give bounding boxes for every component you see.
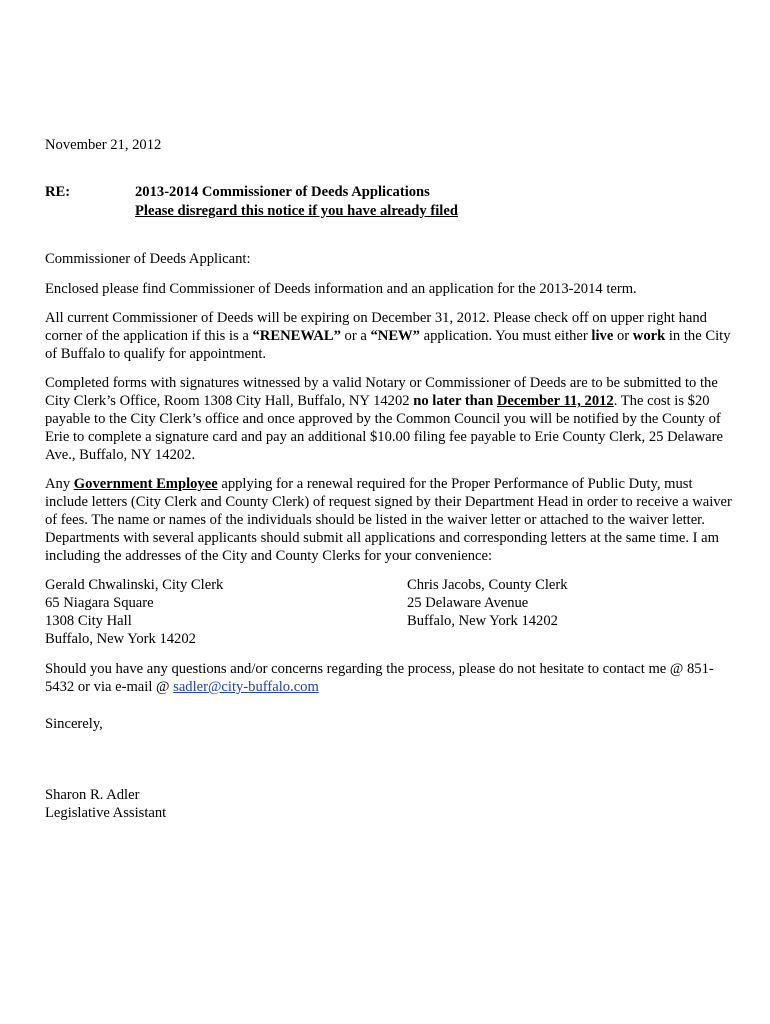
contact-paragraph xyxy=(45,660,735,696)
expiration-text-2: or a xyxy=(340,328,371,344)
submission-text-3: . The cost is $20 payable to the City Clerk’s office and once approved by the Common Council you will be notified by the County of Erie to complete a signature card and pay an additional $10.00 filing fee payable to Erie County Clerk, 25 Delaware Ave., Buffalo, NY 14202. xyxy=(45,393,723,463)
re-subject: 2013-2014 Commissioner of Deeds Applications xyxy=(135,184,430,200)
new-term: “NEW” xyxy=(370,328,420,344)
closing: Sincerely, xyxy=(45,716,103,732)
clerk-addresses xyxy=(45,576,735,650)
re-disregard-notice: Please disregard this notice if you have already filed xyxy=(135,203,458,219)
no-later-than: no later than xyxy=(413,393,494,409)
signer-title: Legislative Assistant xyxy=(45,805,167,821)
salutation: Commissioner of Deeds Applicant: xyxy=(45,251,251,267)
submission-text-1: Completed forms with signatures witnessed by a valid Notary or Commissioner of Deeds are to be submitted to the City Clerk’s Office, Room 1308 City Hall, Buffalo, NY 14202 xyxy=(45,375,718,409)
enclosed-paragraph: Enclosed please find Commissioner of Deeds information and an application for the 2013-2014 term. xyxy=(45,281,637,297)
government-employee-term: Government Employee xyxy=(73,476,218,492)
gov-text-1: Any xyxy=(45,476,74,492)
expiration-text-3: application. You must either xyxy=(419,328,592,344)
city-clerk-address xyxy=(45,576,223,648)
contact-text: Should you have any questions and/or concerns regarding the process, please do not hesitate to contact me @ 851-5432 or via e-mail @ xyxy=(45,661,714,695)
city-clerk-room: 1308 City Hall xyxy=(45,613,132,629)
county-clerk-city: Buffalo, New York 14202 xyxy=(407,613,558,629)
email-link[interactable]: sadler@city-buffalo.com xyxy=(173,679,319,695)
expiration-paragraph xyxy=(45,309,735,363)
work-term: work xyxy=(632,328,666,344)
submission-deadline: December 11, 2012 xyxy=(496,393,614,409)
gov-text-2: applying for a renewal required for the Proper Performance of Public Duty, must include letters (City Clerk and County Clerk) of request signed by their Department Head in order to receive a waiver of fees. The name or names of the individuals should be listed in the waiver letter or attached to the waiver letter. Departments with several applicants should submit all applications and corresponding letters at the same time. I am including the addresses of the City and County Clerks for your convenience: xyxy=(45,476,732,564)
county-clerk-name: Chris Jacobs, County Clerk xyxy=(407,577,568,593)
expiration-text-1: All current Commissioner of Deeds will be expiring on December 31, 2012. Please check off on upper right hand corner of the application if this is a xyxy=(45,310,707,344)
signer-name: Sharon R. Adler xyxy=(45,787,140,803)
re-label: RE: xyxy=(45,184,71,200)
expiration-text-5: in the City of Buffalo to qualify for appointment. xyxy=(45,328,731,362)
county-clerk-address xyxy=(407,576,568,630)
county-clerk-street: 25 Delaware Avenue xyxy=(407,595,529,611)
government-employee-paragraph xyxy=(45,475,735,565)
live-term: live xyxy=(591,328,614,344)
renewal-term: “RENEWAL” xyxy=(252,328,341,344)
city-clerk-city: Buffalo, New York 14202 xyxy=(45,631,196,647)
expiration-text-4: or xyxy=(613,328,633,344)
letter-date: November 21, 2012 xyxy=(45,137,162,153)
city-clerk-name: Gerald Chwalinski, City Clerk xyxy=(45,577,224,593)
submission-paragraph xyxy=(45,374,735,464)
city-clerk-street: 65 Niagara Square xyxy=(45,595,154,611)
